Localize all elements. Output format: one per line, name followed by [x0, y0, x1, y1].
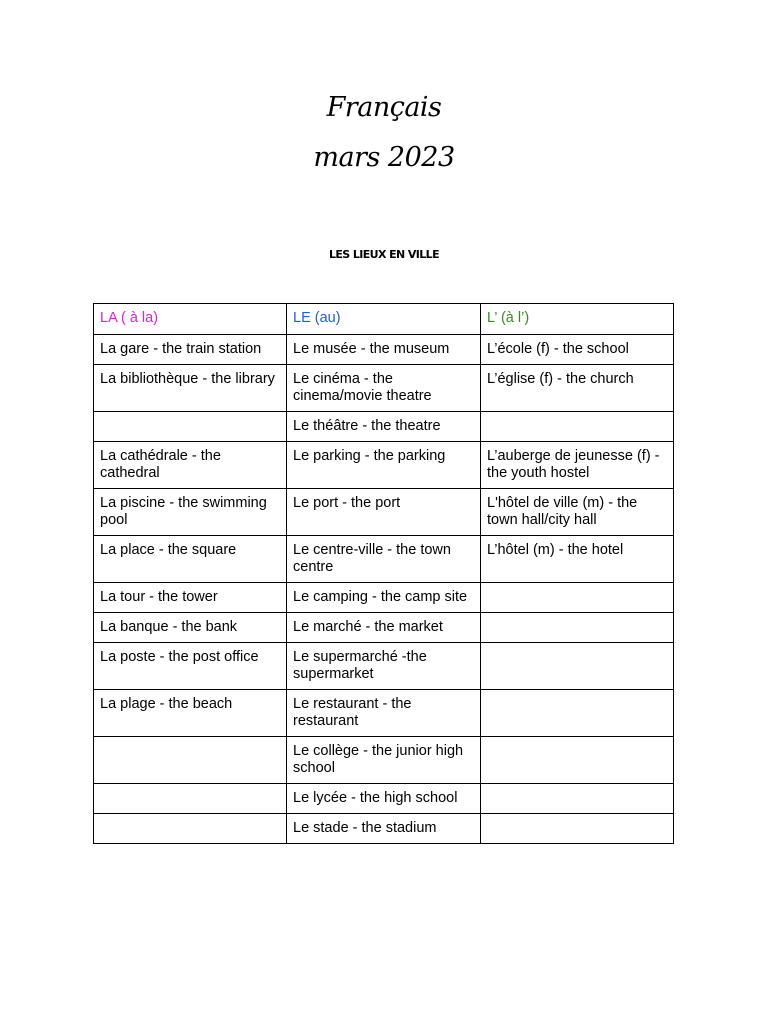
le-cell: Le port - the port: [287, 489, 481, 536]
header-la: LA ( à la): [94, 304, 287, 335]
le-cell: Le cinéma - the cinema/movie theatre: [287, 365, 481, 412]
l-cell: L’église (f) - the church: [481, 365, 674, 412]
le-cell: Le parking - the parking: [287, 442, 481, 489]
la-cell: La tour - the tower: [94, 583, 287, 613]
l-cell: [481, 784, 674, 814]
header-l: L’ (à l’): [481, 304, 674, 335]
le-cell: Le collège - the junior high school: [287, 737, 481, 784]
la-cell: [94, 737, 287, 784]
l-cell: L’auberge de jeunesse (f) - the youth hostel: [481, 442, 674, 489]
le-cell: Le camping - the camp site: [287, 583, 481, 613]
la-cell: La banque - the bank: [94, 613, 287, 643]
la-cell: [94, 784, 287, 814]
le-cell: Le stade - the stadium: [287, 814, 481, 844]
la-cell: [94, 814, 287, 844]
table-row: [94, 784, 674, 814]
table-row: [94, 442, 674, 489]
l-cell: [481, 613, 674, 643]
la-cell: La poste - the post office: [94, 643, 287, 690]
le-cell: Le lycée - the high school: [287, 784, 481, 814]
l-cell: [481, 643, 674, 690]
la-cell: La gare - the train station: [94, 335, 287, 365]
table-row: [94, 737, 674, 784]
la-cell: La piscine - the swimming pool: [94, 489, 287, 536]
l-cell: [481, 690, 674, 737]
header-le: LE (au): [287, 304, 481, 335]
la-cell: La bibliothèque - the library: [94, 365, 287, 412]
le-cell: Le restaurant - the restaurant: [287, 690, 481, 737]
l-cell: [481, 814, 674, 844]
table-row: [94, 814, 674, 844]
vocabulary-table: [93, 303, 674, 844]
table-row: [94, 643, 674, 690]
l-cell: [481, 583, 674, 613]
le-cell: Le musée - the museum: [287, 335, 481, 365]
table-row: [94, 690, 674, 737]
l-cell: L'hôtel de ville (m) - the town hall/city hall: [481, 489, 674, 536]
l-cell: [481, 737, 674, 784]
table-row: [94, 335, 674, 365]
table-row: [94, 583, 674, 613]
table-row: [94, 412, 674, 442]
l-cell: L’hôtel (m) - the hotel: [481, 536, 674, 583]
page-date: mars 2023: [313, 142, 455, 173]
le-cell: Le marché - the market: [287, 613, 481, 643]
la-cell: [94, 412, 287, 442]
section-subtitle: LES LIEUX EN VILLE: [328, 248, 440, 261]
page-title: Français: [326, 92, 442, 123]
le-cell: Le théâtre - the theatre: [287, 412, 481, 442]
table-row: [94, 536, 674, 583]
table-row: [94, 489, 674, 536]
le-cell: Le supermarché -the supermarket: [287, 643, 481, 690]
la-cell: La plage - the beach: [94, 690, 287, 737]
la-cell: La place - the square: [94, 536, 287, 583]
le-cell: Le centre-ville - the town centre: [287, 536, 481, 583]
l-cell: [481, 412, 674, 442]
la-cell: La cathédrale - the cathedral: [94, 442, 287, 489]
l-cell: L’école (f) - the school: [481, 335, 674, 365]
table-header-row: [94, 304, 674, 335]
table-row: [94, 613, 674, 643]
table-row: [94, 365, 674, 412]
